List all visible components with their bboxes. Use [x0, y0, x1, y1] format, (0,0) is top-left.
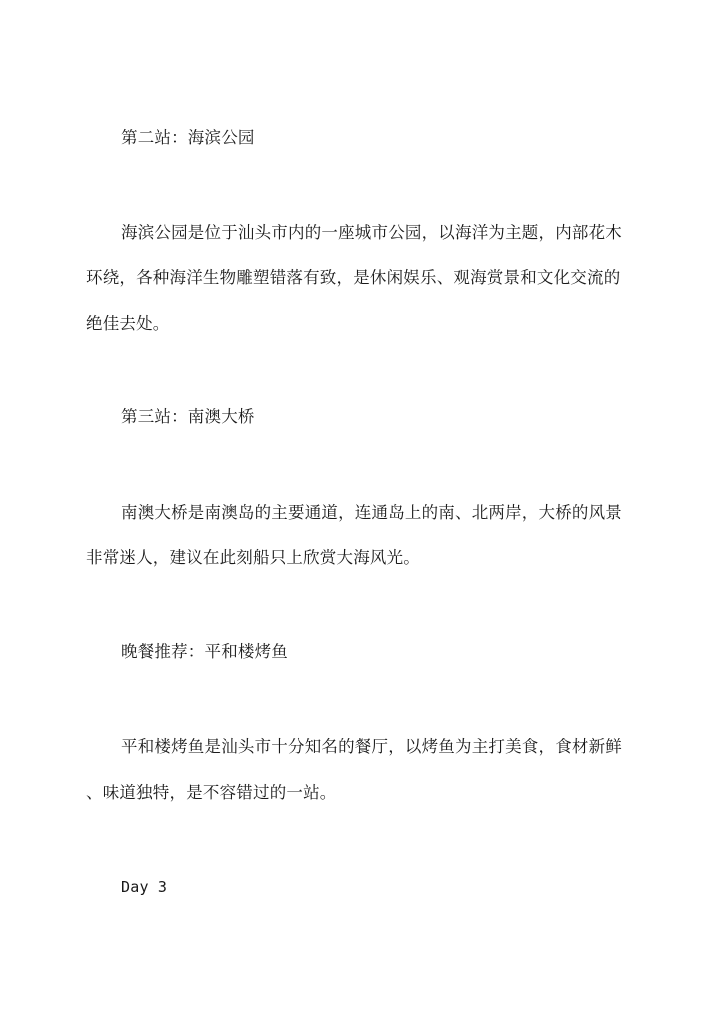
dinner-paragraph-line: 平和楼烤鱼是汕头市十分知名的餐厅，以烤鱼为主打美食，食材新鲜 [121, 737, 622, 756]
dinner-heading: 晚餐推荐：平和楼烤鱼 [121, 642, 288, 661]
station3-paragraph-line: 南澳大桥是南澳岛的主要通道，连通岛上的南、北两岸，大桥的风景 [121, 503, 622, 522]
station2-paragraph-line: 海滨公园是位于汕头市内的一座城市公园，以海洋为主题，内部花木 [121, 223, 622, 242]
station3-paragraph-line: 非常迷人，建议在此刻船只上欣赏大海风光。 [86, 548, 420, 567]
station2-paragraph-line: 绝佳去处。 [86, 314, 170, 333]
station2-heading: 第二站：海滨公园 [121, 128, 255, 147]
dinner-paragraph-line: 、味道独特，是不容错过的一站。 [86, 783, 337, 802]
station3-heading: 第三站：南澳大桥 [121, 407, 255, 426]
day-heading: Day 3 [121, 878, 168, 896]
station2-paragraph-line: 环绕，各种海洋生物雕塑错落有致，是休闲娱乐、观海赏景和文化交流的 [86, 268, 621, 287]
